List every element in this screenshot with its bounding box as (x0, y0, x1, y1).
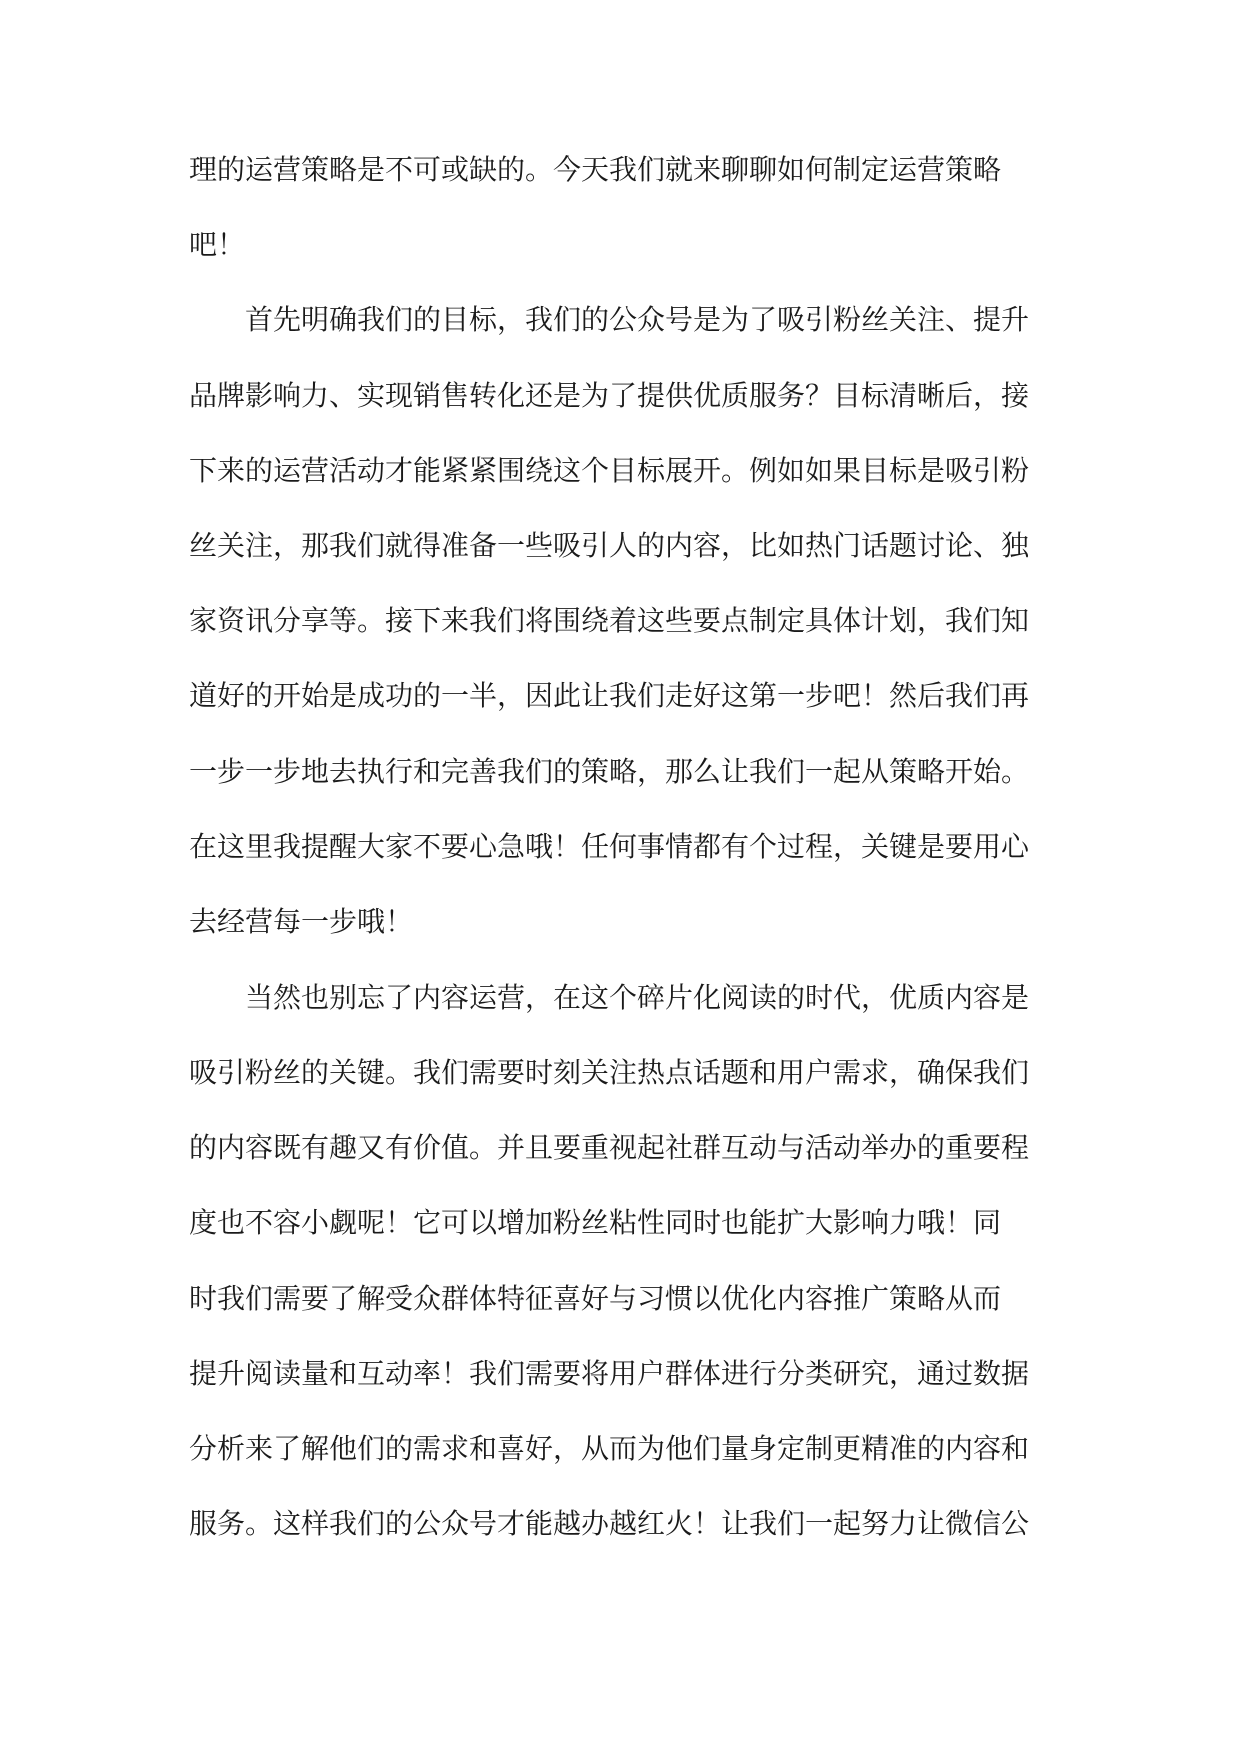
text-line: 理的运营策略是不可或缺的。今天我们就来聊聊如何制定运营策略 (189, 153, 1002, 186)
text-line: 在这里我提醒大家不要心急哦！任何事情都有个过程，关键是要用心 (189, 830, 1030, 863)
text-line: 吧！ (189, 228, 246, 261)
text-line: 品牌影响力、实现销售转化还是为了提供优质服务？目标清晰后，接 (189, 379, 1030, 412)
text-line: 丝关注，那我们就得准备一些吸引人的内容，比如热门话题讨论、独 (189, 529, 1030, 562)
text-line: 下来的运营活动才能紧紧围绕这个目标展开。例如如果目标是吸引粉 (189, 454, 1030, 487)
text-line: 家资讯分享等。接下来我们将围绕着这些要点制定具体计划，我们知 (189, 604, 1030, 637)
text-line: 道好的开始是成功的一半，因此让我们走好这第一步吧！然后我们再 (189, 679, 1030, 712)
text-line: 提升阅读量和互动率！我们需要将用户群体进行分类研究，通过数据 (189, 1357, 1030, 1390)
text-line: 分析来了解他们的需求和喜好，从而为他们量身定制更精准的内容和 (189, 1432, 1030, 1465)
text-line: 一步一步地去执行和完善我们的策略，那么让我们一起从策略开始。 (189, 755, 1030, 788)
text-line: 吸引粉丝的关键。我们需要时刻关注热点话题和用户需求，确保我们 (189, 1056, 1030, 1089)
paragraph-first-line: 首先明确我们的目标，我们的公众号是为了吸引粉丝关注、提升 (245, 303, 1030, 336)
text-line: 去经营每一步哦！ (189, 905, 414, 938)
text-line: 时我们需要了解受众群体特征喜好与习惯以优化内容推广策略从而 (189, 1282, 1002, 1315)
text-line: 的内容既有趣又有价值。并且要重视起社群互动与活动举办的重要程 (189, 1131, 1030, 1164)
paragraph-first-line: 当然也别忘了内容运营，在这个碎片化阅读的时代，优质内容是 (245, 981, 1030, 1014)
text-line: 度也不容小觑呢！它可以增加粉丝粘性同时也能扩大影响力哦！同 (189, 1206, 1002, 1239)
text-line: 服务。这样我们的公众号才能越办越红火！让我们一起努力让微信公 (189, 1507, 1030, 1540)
